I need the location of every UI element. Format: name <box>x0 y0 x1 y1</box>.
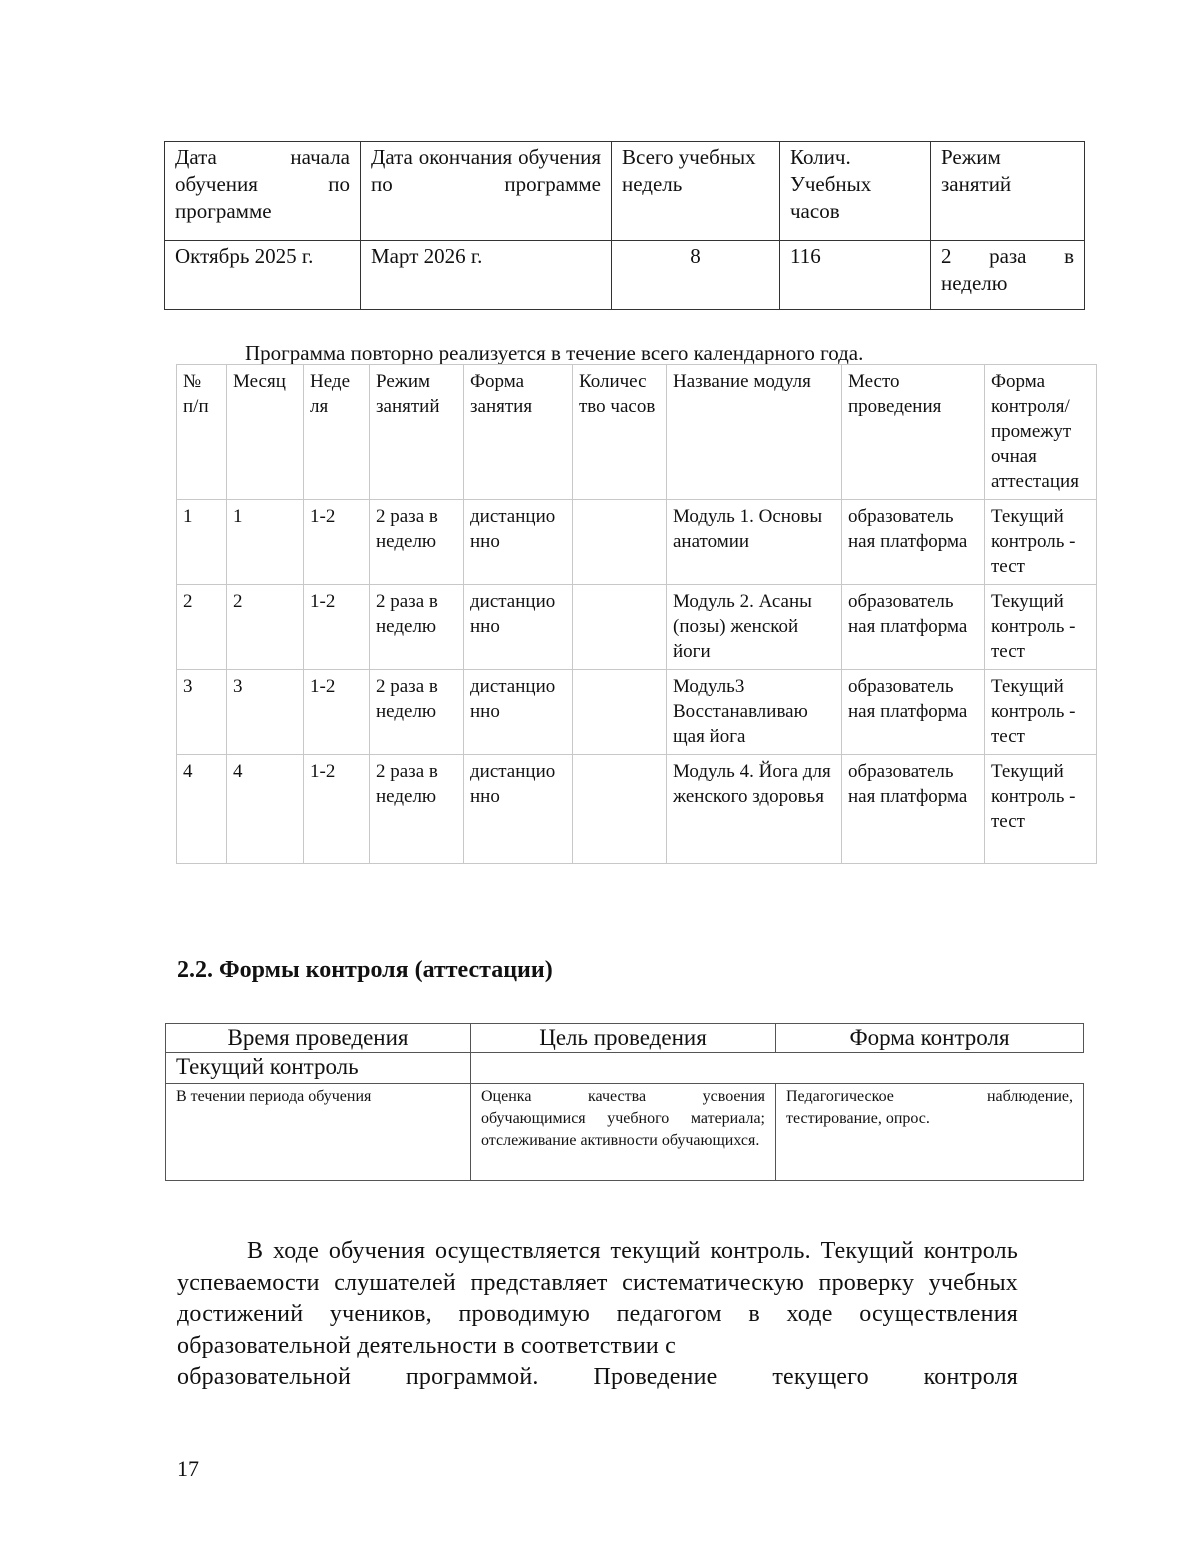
cell-month: 3 <box>227 670 304 755</box>
header-start-date: Дата начала обучения по программе <box>165 142 361 241</box>
cell-location: образователь ная платформа <box>842 755 985 864</box>
cell-total-hours: 116 <box>780 241 931 310</box>
cell-class-form: дистанцио нно <box>464 755 573 864</box>
cell-class-form: дистанцио нно <box>464 585 573 670</box>
schedule-table <box>176 364 1097 864</box>
header-week: Неде ля <box>304 365 370 500</box>
cell-month: 4 <box>227 755 304 864</box>
table-subheader-row <box>166 1053 1084 1084</box>
cell-week: 1-2 <box>304 500 370 585</box>
header-total-hours: Колич. Учебных часов <box>780 142 931 241</box>
header-control-form: Форма контроля <box>776 1024 1084 1053</box>
cell-control-form: Текущий контроль - тест <box>985 585 1097 670</box>
cell-hours <box>573 500 667 585</box>
header-number: № п/п <box>177 365 227 500</box>
paragraph-text: В ходе обучения осуществляется текущий контроль. Текущий контроль успеваемости слушателей представляет систематическую проверку учебных достижений учеников, проводимую педагогом в ходе осуществления образовательной деятельности в соответствии с <box>177 1238 1018 1359</box>
cell-number: 3 <box>177 670 227 755</box>
header-hours: Количес тво часов <box>573 365 667 500</box>
program-dates-table <box>164 141 1085 310</box>
cell-schedule: 2 раза в неделю <box>370 585 464 670</box>
cell-module-name: Модуль 2. Асаны (позы) женской йоги <box>667 585 842 670</box>
header-time: Время проведения <box>166 1024 471 1053</box>
cell-total-weeks: 8 <box>612 241 780 310</box>
cell-start-date: Октябрь 2025 г. <box>165 241 361 310</box>
cell-hours <box>573 585 667 670</box>
cell-class-form: дистанцио нно <box>464 670 573 755</box>
cell-number: 4 <box>177 755 227 864</box>
header-total-weeks: Всего учебных недель <box>612 142 780 241</box>
cell-month: 2 <box>227 585 304 670</box>
header-module-name: Название модуля <box>667 365 842 500</box>
cell-schedule: 2 раза в неделю <box>370 755 464 864</box>
body-paragraph <box>177 1236 1018 1394</box>
cell-location: образователь ная платформа <box>842 500 985 585</box>
cell-end-date: Март 2026 г. <box>361 241 612 310</box>
cell-module-name: Модуль3 Восстанавливаю щая йога <box>667 670 842 755</box>
table-row <box>177 670 1097 755</box>
cell-location: образователь ная платформа <box>842 670 985 755</box>
table-row <box>166 1084 1084 1181</box>
header-location: Место проведения <box>842 365 985 500</box>
table-row <box>165 241 1085 310</box>
cell-class-form: дистанцио нно <box>464 500 573 585</box>
cell-module-name: Модуль 4. Йога для женского здоровья <box>667 755 842 864</box>
section-heading: 2.2. Формы контроля (аттестации) <box>177 957 553 983</box>
cell-number: 2 <box>177 585 227 670</box>
cell-control-form: Текущий контроль - тест <box>985 755 1097 864</box>
table-row <box>177 585 1097 670</box>
cell-module-name: Модуль 1. Основы анатомии <box>667 500 842 585</box>
cell-control-form: Текущий контроль - тест <box>985 500 1097 585</box>
cell-location: образователь ная платформа <box>842 585 985 670</box>
table-row <box>177 500 1097 585</box>
intro-line: Программа повторно реализуется в течение всего календарного года. <box>245 341 864 365</box>
table-header-row <box>177 365 1097 500</box>
header-class-form: Форма занятия <box>464 365 573 500</box>
control-forms-table <box>165 1023 1084 1181</box>
table-header-row <box>166 1024 1084 1053</box>
cell-goal: Оценка качества усвоения обучающимися учебного материала; отслеживание активности обучающихся. <box>471 1084 776 1181</box>
cell-schedule: 2 раза в неделю <box>370 500 464 585</box>
cell-time: В течении периода обучения <box>166 1084 471 1181</box>
cell-week: 1-2 <box>304 670 370 755</box>
cell-schedule: 2 раза в неделю <box>931 241 1085 310</box>
subheader-current-control: Текущий контроль <box>166 1053 471 1084</box>
table-row <box>177 755 1097 864</box>
header-schedule: Режим занятий <box>931 142 1085 241</box>
header-goal: Цель проведения <box>471 1024 776 1053</box>
cell-schedule: 2 раза в неделю <box>370 670 464 755</box>
cell-control-form: Текущий контроль - тест <box>985 670 1097 755</box>
cell-week: 1-2 <box>304 755 370 864</box>
header-end-date: Дата окончания обучения по программе <box>361 142 612 241</box>
paragraph-last-line: образовательной программой. Проведение текущего контроля <box>177 1364 1018 1390</box>
table-header-row <box>165 142 1085 241</box>
header-month: Месяц <box>227 365 304 500</box>
page-number: 17 <box>177 1456 199 1481</box>
cell-hours <box>573 670 667 755</box>
cell-number: 1 <box>177 500 227 585</box>
cell-hours <box>573 755 667 864</box>
header-schedule: Режим занятий <box>370 365 464 500</box>
header-control-form: Форма контроля/ промежут очная аттестация <box>985 365 1097 500</box>
cell-control-form: Педагогическое наблюдение, тестирование, опрос. <box>776 1084 1084 1181</box>
cell-month: 1 <box>227 500 304 585</box>
cell-week: 1-2 <box>304 585 370 670</box>
subheader-empty <box>471 1053 1084 1084</box>
